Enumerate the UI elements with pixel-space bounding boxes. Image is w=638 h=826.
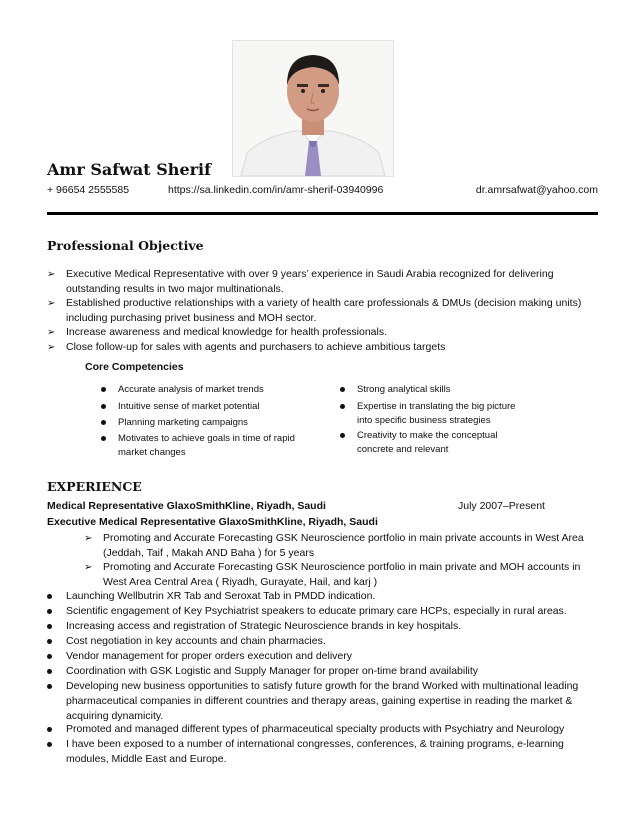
bullet-icon: [101, 387, 106, 392]
bullet-icon: [101, 404, 106, 409]
email-link[interactable]: dr.amrsafwat@yahoo.com: [475, 184, 598, 196]
bullet-icon: [340, 404, 345, 409]
experience-heading: EXPERIENCE: [47, 479, 142, 494]
bullet-icon: [47, 609, 52, 614]
bullet-icon: [340, 433, 345, 438]
bullet-icon: [47, 727, 52, 732]
profile-photo: [232, 40, 394, 177]
header-divider: [47, 212, 598, 215]
arrow-bullet-icon: ➢: [84, 562, 93, 573]
bullet-icon: [47, 624, 52, 629]
bullet-icon: [47, 639, 52, 644]
bullet-icon: [47, 684, 52, 689]
bullet-icon: [47, 654, 52, 659]
arrow-bullet-icon: ➢: [47, 327, 56, 338]
bullet-icon: [101, 436, 106, 441]
job-title: Medical Representative GlaxoSmithKline, Riyadh, Saudi: [47, 500, 326, 512]
bullet-icon: [47, 742, 52, 747]
core-competencies-heading: Core Competencies: [85, 361, 184, 373]
linkedin-link[interactable]: https://sa.linkedin.com/in/amr-sherif-03940996: [168, 184, 384, 196]
bullet-icon: [47, 669, 52, 674]
job-title: Executive Medical Representative GlaxoSmithKline, Riyadh, Saudi: [47, 516, 378, 528]
arrow-bullet-icon: ➢: [47, 298, 56, 309]
arrow-bullet-icon: ➢: [47, 342, 56, 353]
bullet-icon: [340, 387, 345, 392]
arrow-bullet-icon: ➢: [84, 533, 93, 544]
candidate-name: Amr Safwat Sherif: [47, 160, 212, 179]
job-dates: July 2007–Present: [458, 500, 545, 512]
objective-heading: Professional Objective: [47, 238, 204, 253]
bullet-icon: [47, 594, 52, 599]
phone-number: + 96654 2555585: [47, 184, 130, 196]
arrow-bullet-icon: ➢: [47, 269, 56, 280]
bullet-icon: [101, 420, 106, 425]
